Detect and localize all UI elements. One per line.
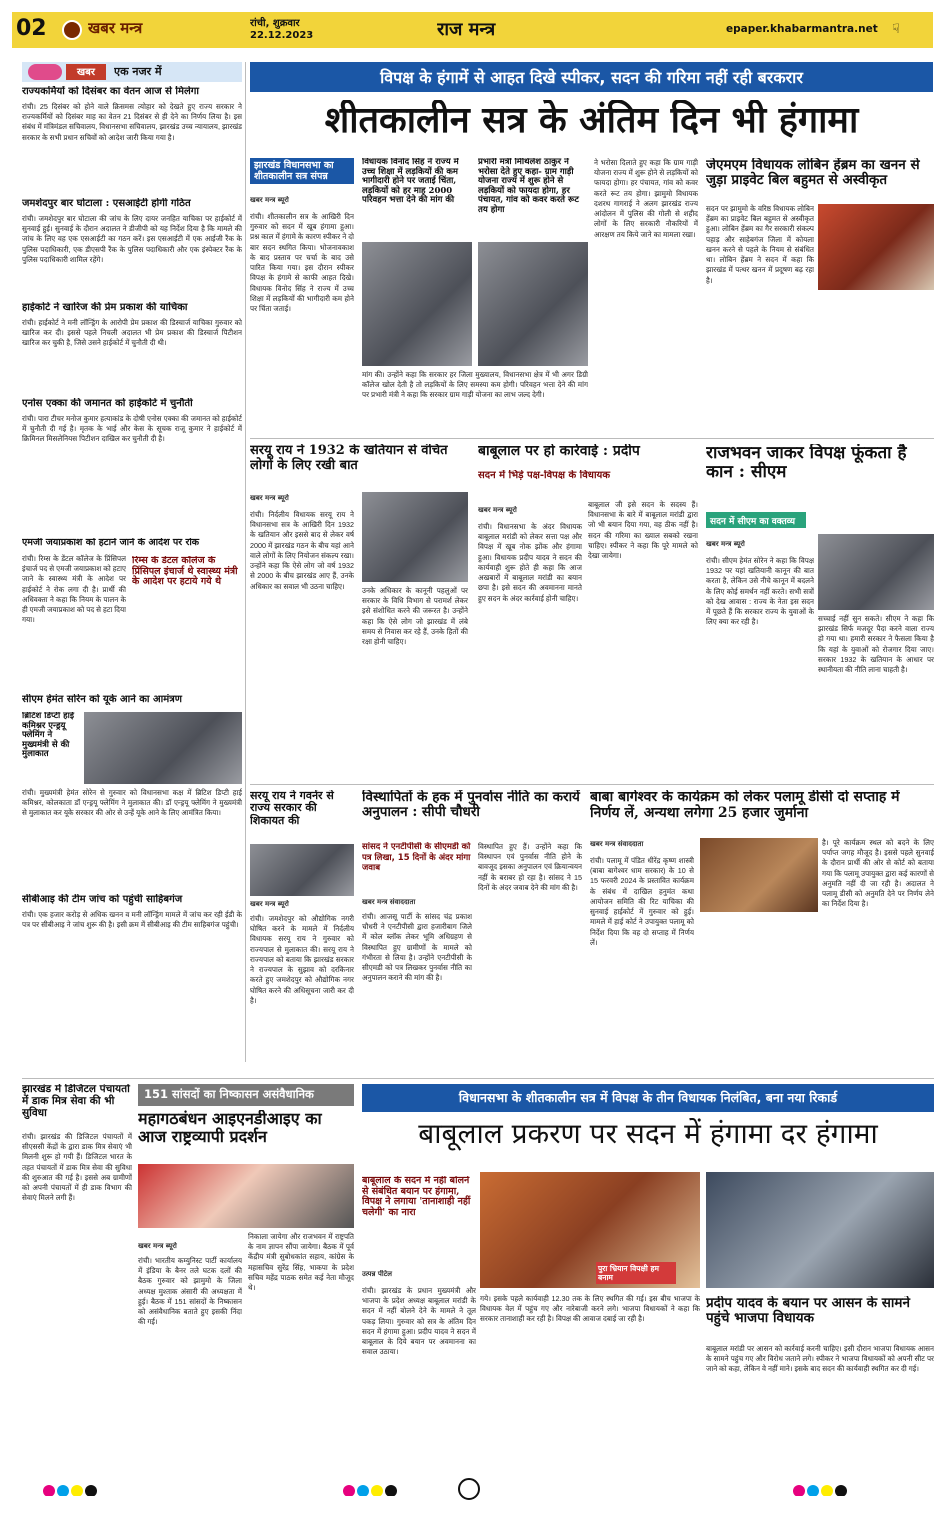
item-body-prem-prakash: रांची। हाईकोर्ट ने मनी लॉन्ड्रिंग के आरोपी प्रेम प्रकाश की डिस्चार्ज याचिका गुरुवार को खारिज कर दी। इससे पहले निचली अदालत भी प्रेम प्रकाश की डिस्चार्ज पिटीशन खारिज कर चुकी है, जिसे उसने हाईकोर्ट में चुनौती दी थी।	[22, 318, 242, 348]
displaced-subhead: सांसद ने एनटीपीसी के सीएमडी को पत्र लिखा, 15 दिनों के अंदर मांगा जवाब	[362, 842, 471, 874]
item-body-mg-jayaprakash: रांची। रिम्स के डेंटल कॉलेज के प्रिंसिपल इंचार्ज पद से एमजी जयाप्रकाश को हटाए जाने के स्वास्थ्य मंत्री के आदेश पर हाईकोर्ट ने रोक लगा दी है। प्रार्थी की अधिवक्ता ने कहा कि नियम के पालन के ही एमजी जयाप्रकाश को पद से हटा दिया गया।	[22, 554, 126, 625]
lobin-photo	[818, 204, 934, 290]
registration-dot	[835, 1485, 847, 1496]
india-alliance-body-2: निकाला जायेगा और राजभवन में राष्ट्रपति के नाम ज्ञापन सौंपा जायेगा। बैठक में पूर्व केंद्रीय मंत्री सुबोधकांत सहाय, कांग्रेस के महासचिव सुरेंद्र सिंह, भाकपा के प्रदेश सचिव महेंद्र पाठक समेत कई नेता मौजूद थे।	[248, 1232, 354, 1293]
registration-dot	[371, 1485, 383, 1496]
epaper-url[interactable]: epaper.khabarmantra.net	[726, 23, 878, 35]
pullquote-dental: रिम्स के डेंटल कॉलेज के प्रिंसिपल इंचार्ज थे स्वास्थ्य मंत्री के आदेश पर हटाये गये थे	[132, 556, 238, 588]
babulal-headline: बाबूलाल पर हो कार्रवाई : प्रदीप	[478, 444, 640, 459]
saryu-governor-headline: सरयू राय ने गवर्नर से राज्य सरकार की शिकायत की	[250, 790, 334, 827]
badge-title: एक नजर में	[114, 65, 162, 78]
displaced-body: रांची। आजसू पार्टी के सांसद चंद्र प्रकाश चौधरी ने एनटीपीसी द्वारा हजारीबाग जिले में कोल ब्लॉक लेकर भूमि अधिग्रहण से विस्थापित हुए ग्रामीणों के मामले को गंभीरता से लिया है। उन्होंने एनटीपीसी के सीएमडी को पत्र लिखकर पुनर्वास नीति का अनुपालन कराने की मांग की है।	[362, 912, 472, 983]
saryu-body: रांची। निर्दलीय विधायक सरयू राय ने विधानसभा सत्र के आखिरी दिन 1932 के खतियान और इससे बाद से लेकर वर्ष 2000 में झारखंड गठन के बीच यहां आने वाले लोगों के लिए नियोजन संकल्प रखा। उन्होंने कहा कि ऐसे लोग जो वर्ष 1932 से 2000 के बीच झारखंड आए हैं, उनके अधिकार का सवाल भी उठना चाहिए।	[250, 510, 354, 591]
col-divider-left	[245, 62, 246, 1062]
cm-headline: राजभवन जाकर विपक्ष फूंकता है कान : सीएम	[706, 444, 907, 483]
winter-body-2: मांग की। उन्होंने कहा कि सरकार हर जिला मुख्यालय, विधानसभा क्षेत्र में भी अगर डिग्री कॉलेज खोल देती है तो लड़कियों के लिए समस्या कम होगी। परिवहन भत्ता देने की मांग पर प्रभारी मंत्री ने कहा कि सरकार ग्राम गाड़ी योजना का लाभ जल्द देगी।	[362, 370, 588, 400]
footer-dots-center	[342, 1482, 442, 1496]
bottom-banner	[362, 1084, 934, 1112]
babulal-uproar-headline: बाबूलाल प्रकरण पर सदन में हंगामा दर हंगामा	[418, 1118, 878, 1150]
displaced-body-2: विस्थापित हुए हैं। उन्होंने कहा कि विस्थापन एवं पुनर्वास नीति होने के बावजूद इसका अनुपालन एवं क्रियान्वयन नहीं के बराबर हो रहा है। सांसद ने 15 दिनों के अंदर जवाब देने की मांग की है।	[478, 842, 582, 892]
saryu-byline: खबर मन्त्र ब्यूरो	[250, 494, 289, 502]
footer-dots-right	[792, 1482, 912, 1496]
displaced-headline: विस्थापितों के हक में पुनर्वास नीति का करायें अनुपालन : सीपी चौधरी	[362, 790, 580, 821]
lobin-body: सदन पर झामुमो के वरिष्ठ विधायक लोबिन हेंब्रम का प्राइवेट बिल बहुमत से अस्वीकृत हुआ। लोबिन हेंब्रम का गैर सरकारी संकल्प पहाड़ और साहेबगंज जिला में कोयला खनन करने से पहले के नियम से संबंधित था। लोबिन हेंब्रम ने सदन में कहा कि झारखंड में पत्थर खनन में प्रदूषण बढ़ रहा है।	[706, 204, 814, 285]
babulal-byline: खबर मन्त्र ब्यूरो	[478, 506, 517, 514]
winter-byline: खबर मन्त्र ब्यूरो	[250, 196, 289, 204]
registration-dot	[343, 1485, 355, 1496]
uk-meeting-image	[84, 712, 242, 784]
winter-body: रांची। शीतकालीन सत्र के आखिरी दिन गुरुवार को सदन में खूब हंगामा हुआ। प्रश्न काल में हंगामे के कारण स्पीकर ने दो बार सदन स्थगित किया। भोजनावकाश के बाद प्रस्ताव पर चर्चा के बाद उसे पारित किया गया। इस दौरान स्पीकर विपक्ष के हंगामे से काफी आहत दिखे। विधायक विनोद सिंह ने राज्य में उच्च शिक्षा में लड़कियों की भागीदारी कम होने पर चिंता जताई।	[250, 212, 354, 313]
nazar-badge	[22, 62, 242, 82]
bottom-banner-text: विधानसभा के शीतकालीन सत्र में विपक्ष के तीन विधायक निलंबित, बना नया रिकार्ड	[458, 1090, 838, 1105]
cm-body: रांची। सीएम हेमंत सोरेन ने कहा कि विपक्ष 1932 पर यहां खतियानी कानून की बात करता है, लेकिन उसे नीचे कानून में बदलने के लिए कोई समर्थन नहीं करते। सभी सत्रों को देख आवास : राज्य के नेता इस सदन में पूछते हैं कि सरकार राज्य के युवाओं के लिए क्या कर रही है।	[706, 556, 814, 627]
baba-court-photo	[700, 838, 818, 912]
lobin-headline: जेएमएम विधायक लोबिन हेंब्रम का खनन से जुड़ा प्राइवेट बिल बहुमत से अस्वीकृत	[706, 158, 920, 189]
pradeep-body: बाबूलाल मरांडी पर आसन को कार्रवाई करनी चाहिए। इसी दौरान भाजपा विधायक आसन के सामने पहुंच गए और विरोध जताने लगे। स्पीकर ने भाजपा विधायकों को अपनी सीट पर जाने को कहा, लेकिन वे नहीं माने। इसके बाद सदन की कार्यवाही स्थगित कर दी गई।	[706, 1344, 934, 1374]
babulal-body-2: बाबूलाल जी इसे सदन के सदस्य हैं। विधानसभा के बारे में बाबूलाल मरांडी द्वारा जो भी बयान दिया गया, वह ठीक नहीं है। सदन की गरिमा का ख्याल सबको रखना चाहिए। स्पीकर ने कहा कि पूरे मामले को देखा जायेगा।	[588, 500, 698, 561]
babulal-uproar-quote: बाबूलाल के सदन में नहीं बोलने से संबंधित बयान पर हंगामा, विपक्ष ने लगाया 'तानाशाही नहीं चलेगी' का नारा	[362, 1176, 471, 1218]
vinod-singh-quote: विधायक विनोद सिंह ने राज्य में उच्च शिक्षा में लड़कियों की कम भागीदारी होने पर जताई चिंता, लड़कियों को हर माह 2000 परिवहन भत्ता देने की मांग की	[362, 158, 459, 206]
saryu-body-2: उनके अधिकार के कानूनी पहलुओं पर सरकार के विधि विभाग से परामर्श लेकर इसे संशोधित करने की जरूरत है। उन्होंने कहा कि ऐसे लोग जो झारखंड में लंबे समय से निवास कर रहे हैं, उनके हितों की रक्षा होनी चाहिए।	[362, 586, 468, 647]
saryu-1932-headline: सरयू राय ने 1932 के खतियान से वंचित लोगों के लिए रखी बात	[250, 444, 448, 473]
issue-date: 22.12.2023	[250, 30, 314, 41]
registration-dot	[385, 1485, 397, 1496]
brand-name: खबर मन्त्र	[88, 19, 143, 37]
item-title-prem-prakash: हाईकोर्ट ने खारिज की प्रेम प्रकाश की याचिका	[22, 302, 188, 313]
badge-brand: खबर	[66, 64, 106, 80]
baba-headline: बाबा बागेश्वर के कार्यक्रम को लेकर पलामू डीसी दो सप्ताह में निर्णय लें, अन्यथा लगेगा 25 हजार जुर्माना	[590, 790, 900, 821]
section-title: राज मन्त्र	[437, 19, 496, 40]
cursor-icon: ☟	[892, 22, 900, 37]
registration-crosshair-icon	[458, 1478, 480, 1500]
pradeep-yadav-photo	[706, 1172, 934, 1288]
dak-mitra-body: रांची। झारखंड की डिजिटल पंचायतों में सीएससी केंद्रों के द्वारा डाक मित्र सेवाएं भी मिलनी शुरू हो गयी हैं। डिजिटल भारत के तहत पंचायतों में डाक मित्र सेवा की सुविधा की शुरुआत की गई है। इससे अब ग्रामीणों को अपनी पंचायतों में ही डाक विभाग की सेवाएं मिलने लगी हैं।	[22, 1132, 132, 1203]
top-banner-text: विपक्ष के हंगामें से आहत दिखे स्पीकर, सदन की गरिमा नहीं रही बरकरार	[380, 68, 803, 87]
baba-byline: खबर मन्त्र संवाददाता	[590, 840, 644, 848]
registration-dot	[793, 1485, 805, 1496]
item-title-uk-invite: सीएम हेमंत सोरेन को यूके आने का आमंत्रण	[22, 694, 182, 705]
vinod-singh-photo	[362, 242, 472, 366]
babulal-uproar-body: रांची। झारखंड के प्रधान मुख्यमंत्री और भाजपा के प्रदेश अध्यक्ष बाबूलाल मरांडी के सदन में नहीं बोलने देने के मामले ने तूल पकड़ लिया। गुरुवार को सत्र के अंतिम दिन सदन में हंगामा हुआ। प्रदीप यादव ने सदन में बाबूलाल के दिये बयान पर अवमानना का सवाल उठाया।	[362, 1286, 476, 1357]
footer-registration-bar	[12, 1474, 933, 1504]
mp-suspension-tag: 151 सांसदों का निष्कासन असंवैधानिक	[138, 1084, 354, 1106]
pradeep-headline: प्रदीप यादव के बयान पर आसन के सामने पहुंचे भाजपा विधायक	[706, 1296, 910, 1327]
registration-dot	[357, 1485, 369, 1496]
registration-dot	[85, 1485, 97, 1496]
main-headline: शीतकालीन सत्र के अंतिम दिन भी हंगामा	[324, 100, 859, 141]
baba-body: रांची। पलामू में पंडित धीरेंद्र कृष्ण शास्त्री (बाबा बागेश्वर धाम सरकार) के 10 से 15 फरवरी 2024 के प्रस्तावित कार्यक्रम के संबंध में दाखिल हनुमंत कथा आयोजन समिति की रिट याचिका की सुनवाई हाईकोर्ट में गुरुवार को हुई। मामले में हाई कोर्ट ने उपायुक्त पलामू को निर्देश दिया कि वह दो सप्ताह में निर्णय लें।	[590, 856, 694, 947]
babulal-uproar-body-2: गये। इसके पहले कार्यवाही 12.30 तक के लिए स्थगित की गई। इस बीच भाजपा के विधायक वेल में पहुंच गए और नारेबाजी करने लगे। भाजपा विधायकों ने कहा कि सरकार तानाशाही कर रही है। विपक्ष की आवाज दबाई जा रही है।	[480, 1294, 700, 1324]
displaced-byline: खबर मन्त्र संवाददाता	[362, 898, 416, 906]
item-body-bar-scam: रांची। जमशेदपुर बार घोटाला की जांच के लिए दायर जनहित याचिका पर हाईकोर्ट में सुनवाई हुई। सुनवाई के दौरान अदालत ने डीजीपी को यह निर्देश दिया है कि मामले की जांच के लिए वह एक एसआईटी का गठन करें। इस एसआईटी में एक आईजी रैंक के पुलिस पदाधिकारी, एक डीएसपी रैंक के पुलिस पदाधिकारी और एक इंस्पेक्टर रैंक के पुलिस पदाधिकारी शामिल रहेंगे।	[22, 214, 242, 264]
row-divider-1	[250, 438, 934, 439]
babulal-body: रांची। विधानसभा के अंदर विधायक बाबूलाल मरांडी को लेकर सत्ता पक्ष और विपक्ष में खूब नोक झोंक और हंगामा हुआ। विधायक प्रदीप यादव ने सदन की कार्यवाही शुरू होते ही कहा कि आज अखबारों में बाबूलाल मरांडी का बयान छपा है। इसे सदन की अवमानना मानते हुए सदन के अंदर कार्रवाई होनी चाहिए।	[478, 522, 582, 603]
winter-session-tag: झारखंड विधानसभा का शीतकालीन सत्र संपन्न	[250, 158, 354, 184]
brand-logo-icon	[62, 20, 82, 40]
cm-photo	[818, 534, 934, 610]
footer-dots-left	[42, 1482, 162, 1496]
mithilesh-quote: प्रभारी मंत्री मिथिलेश ठाकुर ने भरोसा देते हुए कहा- ग्राम गाड़ी योजना राज्य में शुरू होने से लड़कियों को फायदा होगा, हर पंचायत, गांव को कवर करते रूट तय होगा	[478, 158, 579, 215]
baba-body-2: है। पूरे कार्यक्रम स्थल को बदने के लिए पर्याप्त जगह मौजूद है। इससे पहले सुनवाई के दौरान प्रार्थी की ओर से कोर्ट को बताया गया कि पलामू उपायुक्त द्वारा कई कारणों से अनुमति नहीं दी जा रही है। अदालत ने पलामू डीसी को अनुमति देने पर निर्णय लेने का निर्देश दिया है।	[822, 838, 934, 909]
left-column	[22, 62, 242, 1062]
saryu-governor-byline: खबर मन्त्र ब्यूरो	[250, 900, 289, 908]
row-divider-2	[250, 784, 934, 785]
item-title-mg-jayaprakash: एमजी जयाप्रकाश को हटाने जाने के आदेश पर रोक	[22, 538, 200, 548]
row-divider-3	[22, 1078, 934, 1079]
mithilesh-photo	[478, 242, 588, 366]
cm-body-2: सच्चाई नहीं सुन सकते। सीएम ने कहा कि झारखंड सिर्फ मजदूर पैदा करने वाला राज्य हो गया था। हमारी सरकार ने फैसला किया है कि यहां के युवाओं को रोजगार दिया जाए। सरकार 1932 के खतियान के आधार पर स्थानीयता की नीति लाना चाहती है।	[818, 614, 934, 675]
india-alliance-byline: खबर मन्त्र ब्यूरो	[138, 1242, 177, 1250]
saryu-governor-body: रांची। जमशेदपुर को औद्योगिक नगरी घोषित करने के मामले में निर्दलीय विधायक सरयू राय ने गुरुवार को राज्यपाल से मुलाकात की। सरयू राय ने राज्यपाल को बताया कि झारखंड सरकार ने राज्यपाल के सुझाव को दरकिनार करते हुए जमशेदपुर को औद्योगिक नगर घोषित करने की अधिसूचना जारी कर दी है।	[250, 914, 354, 1005]
registration-dot	[807, 1485, 819, 1496]
item-title-salary: राज्यकर्मियों को दिसंबर का वेतन आज से मिलेगा	[22, 86, 199, 97]
winter-body-3: ने भरोसा दिलाते हुए कहा कि ग्राम गाड़ी योजना राज्य में शुरू होने से लड़कियों को फायदा होगा। हर पंचायत, गांव को कवर करते रूट तय होगा। झामुमो विधायक दशरथ गागराई ने अलग झारखंड राज्य आंदोलन में पुलिस की गोली से शहीद लोगों के लिए सरकारी नौकरियों में आरक्षण तय किये जाने का मामला रखा।	[594, 158, 698, 239]
item-title-bar-scam: जमशेदपुर बार घोटाला : एसआईटी होगी गठित	[22, 198, 191, 209]
cm-tag: सदन में सीएम का वक्तव्य	[706, 512, 806, 528]
india-alliance-photo	[138, 1164, 354, 1228]
page-number: 02	[16, 16, 47, 41]
babulal-subhead: सदन में भिड़े पक्ष-विपक्ष के विधायक	[478, 470, 611, 481]
protest-photo-caption: पुरा भ्रियान विपक्षी हम बनाम	[596, 1262, 676, 1284]
registration-dot	[43, 1485, 55, 1496]
cm-byline: खबर मन्त्र ब्यूरो	[706, 540, 745, 548]
india-alliance-body: रांची। भारतीय कम्युनिस्ट पार्टी कार्यालय में इंडिया के बैनर तले घटक दलों की बैठक गुरुवार को झामुमो के जिला अध्यक्ष मुश्ताक अंसारी की अध्यक्षता में हुई। बैठक में 151 सांसदों के निष्कासन को असंवैधानिक बताते हुए इसकी निंदा की गई।	[138, 1256, 242, 1327]
india-alliance-headline: महागठबंधन आइएनडीआइए का आज राष्ट्रव्यापी प्रदर्शन	[138, 1110, 322, 1146]
registration-dot	[821, 1485, 833, 1496]
babulal-uproar-byline: उत्पन्न पीटेल	[362, 1270, 392, 1278]
uk-photo-caption: ब्रिटिश डिप्टी हाई कमिश्नर एन्ड्रयू फ्लेमिंग ने मुख्यमंत्री से की मुलाकात	[22, 712, 75, 760]
city-day: रांची, शुक्रवार	[250, 18, 300, 29]
item-body-enos: रांची। पारा टीचर मनोज कुमार हत्याकांड के दोषी एनोस एक्का की जमानत को हाईकोर्ट में चुनौती दी गई है। मृतक के भाई और केस के सूचक राजू कुमार ने हाईकोर्ट में क्रिमिनल मिसलेनियस पिटीशन दाखिल कर चुनौती दी है।	[22, 414, 242, 444]
badge-flower-icon	[28, 64, 62, 80]
saryu-photo	[362, 492, 468, 582]
item-body-cbi: रांची। एक हजार करोड़ से अधिक खनन व मनी लॉन्ड्रिंग मामले में जांच कर रही ईडी के पत्र पर सीबीआइ ने जांच शुरू की है। इसी क्रम में सीबीआइ की टीम साहिबगंज पहुंची।	[22, 910, 242, 930]
item-title-cbi: सीबीआइ की टीम जांच को पहुंची साहिबगंज	[22, 894, 183, 905]
saryu-governor-photo	[250, 844, 354, 896]
item-title-enos: एनोस एक्का की जमानत को हाईकोर्ट में चुनौती	[22, 398, 193, 409]
registration-dot	[57, 1485, 69, 1496]
item-body-uk-invite: रांची। मुख्यमंत्री हेमंत सोरेन से गुरुवार को विधानसभा कक्ष में ब्रिटिश डिप्टी हाई कमिश्नर, कोलकाता डॉ एन्ड्रयू फ्लेमिंग ने मुलाकात की। डॉ एन्ड्रयू फ्लेमिंग ने मुख्यमंत्री से मुलाकात कर यूके सरकार की ओर से उन्हें यूके आने के लिए आमंत्रित किया।	[22, 788, 242, 818]
item-body-salary: रांची। 25 दिसंबर को होने वाले क्रिसमस त्योहार को देखते हुए राज्य सरकार ने राज्यकर्मियों को दिसंबर माह का वेतन 21 दिसंबर से ही देने का निर्णय लिया है। इस संबंध में मंत्रिमंडल सचिवालय, विधानसभा सचिवालय, झारखंड उच्च न्यायालय, झारखंड सरकार के सभी प्रधान सचिवों को आदेश जारी किया गया है।	[22, 102, 242, 142]
top-banner	[250, 62, 933, 92]
dak-mitra-headline: झारखंड में डिजिटल पंचायतों में डाक मित्र सेवा की भी सुविधा	[22, 1084, 130, 1119]
masthead	[12, 12, 933, 48]
registration-dot	[71, 1485, 83, 1496]
